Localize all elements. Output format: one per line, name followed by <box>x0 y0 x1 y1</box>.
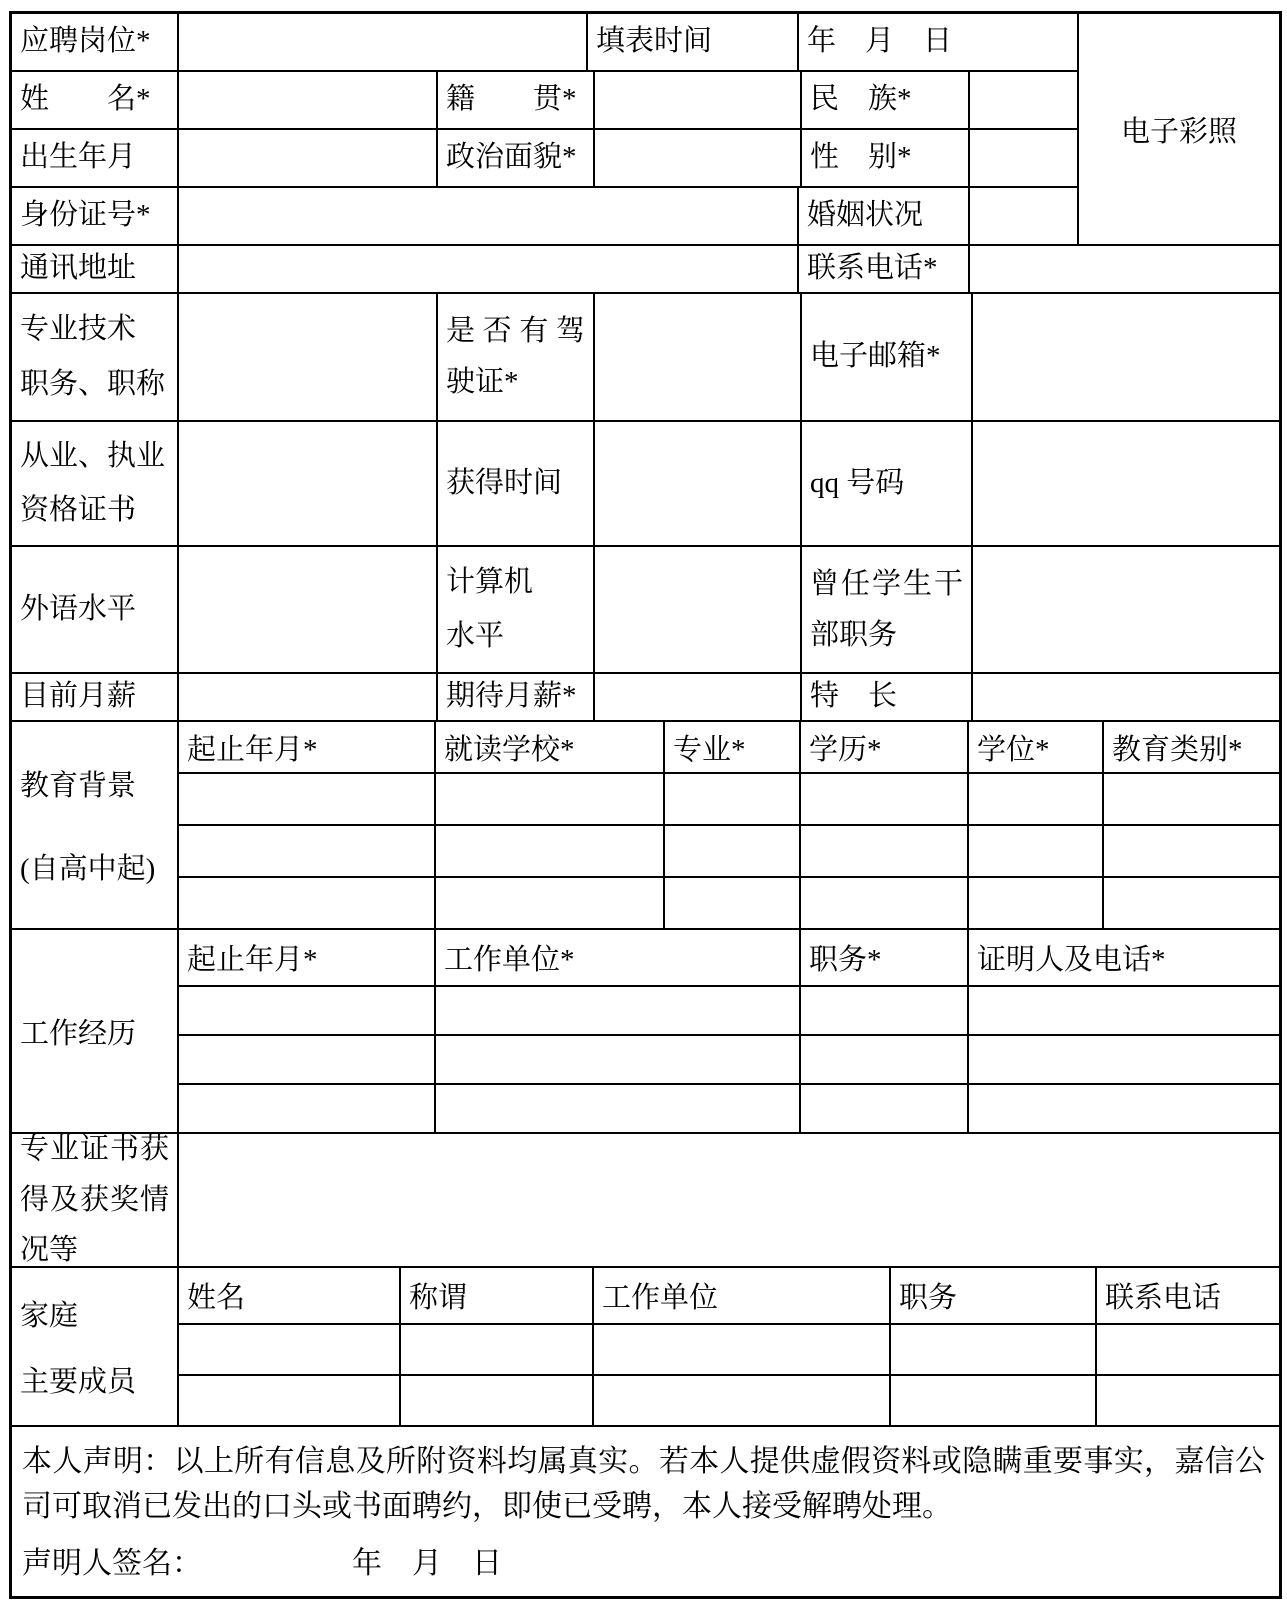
work-data-cell[interactable] <box>179 987 436 1036</box>
family-header-position: 职务 <box>891 1268 1097 1325</box>
work-data-cell[interactable] <box>801 1036 969 1085</box>
certificates-section <box>12 1134 1279 1268</box>
label-foreign-language: 外语水平 <box>12 547 179 674</box>
label-id-number: 身份证号* <box>12 188 179 246</box>
row-name <box>12 72 1079 130</box>
label-education-line1: 教育背景 <box>20 770 137 803</box>
field-address[interactable] <box>179 246 799 294</box>
work-header-position: 职务* <box>801 930 969 987</box>
row-address <box>12 246 1279 294</box>
family-data-cell[interactable] <box>401 1325 594 1376</box>
label-computer-level-line2: 水平 <box>446 620 505 653</box>
application-form-table <box>9 11 1282 1599</box>
label-gender: 性 别* <box>802 130 970 188</box>
field-professional-title[interactable] <box>179 294 438 422</box>
field-foreign-language[interactable] <box>179 547 438 674</box>
field-id-number[interactable] <box>179 188 799 246</box>
label-computer-level <box>438 547 595 674</box>
field-gender[interactable] <box>970 130 1079 188</box>
label-professional-title <box>12 294 179 422</box>
family-header-phone: 联系电话 <box>1097 1268 1279 1325</box>
label-marital-status: 婚姻状况 <box>799 188 970 246</box>
education-data-cell[interactable] <box>1104 878 1279 930</box>
field-expected-salary[interactable] <box>595 674 802 722</box>
work-data-cell[interactable] <box>179 1036 436 1085</box>
work-data-cell[interactable] <box>179 1085 436 1134</box>
field-native-place[interactable] <box>595 72 802 130</box>
label-qualification-line2: 资格证书 <box>20 493 137 526</box>
work-data-cell[interactable] <box>801 1085 969 1134</box>
label-work-experience <box>12 930 179 1134</box>
row-birth <box>12 130 1079 188</box>
work-header-employer: 工作单位* <box>436 930 801 987</box>
work-data-cell[interactable] <box>801 987 969 1036</box>
label-name: 姓 名* <box>12 72 179 130</box>
label-phone: 联系电话* <box>799 246 970 294</box>
label-student-leader-text: 曾任学生干部职务 <box>810 567 963 651</box>
education-data-cell[interactable] <box>801 826 969 878</box>
education-data-cell[interactable] <box>436 826 665 878</box>
family-data-cell[interactable] <box>179 1325 401 1376</box>
label-qq-number: qq 号码 <box>802 422 973 547</box>
family-data-cell[interactable] <box>179 1376 401 1427</box>
label-fill-date: 填表时间 <box>588 14 799 72</box>
label-qualification-certificate <box>12 422 179 547</box>
edu-header-school: 就读学校* <box>436 722 665 774</box>
row-language-computer <box>12 547 1279 674</box>
family-data-cell[interactable] <box>1097 1376 1279 1427</box>
education-data-cell[interactable] <box>969 878 1104 930</box>
label-signature: 声明人签名： <box>22 1547 202 1580</box>
label-certificates <box>12 1134 179 1268</box>
work-data-cell[interactable] <box>436 1085 801 1134</box>
work-experience-section <box>12 930 1279 1134</box>
label-student-leader <box>802 547 973 674</box>
education-data-cell[interactable] <box>801 774 969 826</box>
label-certificates-text: 专业证书获得及获奖情况等 <box>20 1132 169 1267</box>
family-data-cell[interactable] <box>891 1325 1097 1376</box>
education-grid <box>179 722 1279 930</box>
work-header-period: 起止年月* <box>179 930 436 987</box>
label-professional-title-line2: 职务、职称 <box>20 367 166 400</box>
education-data-cell[interactable] <box>1104 826 1279 878</box>
field-email[interactable] <box>973 294 1279 422</box>
label-native-place: 籍 贯* <box>438 72 595 130</box>
label-email: 电子邮箱* <box>802 294 973 422</box>
field-qualification-certificate[interactable] <box>179 422 438 547</box>
education-data-cell[interactable] <box>665 878 801 930</box>
family-data-cell[interactable] <box>401 1376 594 1427</box>
education-data-cell[interactable] <box>179 826 436 878</box>
label-education-background <box>12 722 179 930</box>
label-ethnicity: 民 族* <box>802 72 970 130</box>
label-drivers-license-text: 是否有驾驶证* <box>446 315 585 398</box>
label-work-experience-text: 工作经历 <box>20 1017 137 1050</box>
edu-header-period: 起止年月* <box>179 722 436 774</box>
field-phone[interactable] <box>970 246 1279 294</box>
work-data-cell[interactable] <box>436 1036 801 1085</box>
photo-placeholder[interactable]: 电子彩照 <box>1079 14 1279 246</box>
label-birth-date: 出生年月 <box>12 130 179 188</box>
label-family-line2: 主要成员 <box>20 1366 137 1398</box>
work-header-reference: 证明人及电话* <box>969 930 1279 987</box>
row-id-number <box>12 188 1079 246</box>
education-data-cell[interactable] <box>179 878 436 930</box>
field-student-leader[interactable] <box>973 547 1279 674</box>
row-qualification-certificate <box>12 422 1279 547</box>
field-marital-status[interactable] <box>970 188 1079 246</box>
label-position: 应聘岗位* <box>12 14 179 72</box>
family-data-cell[interactable] <box>891 1376 1097 1427</box>
personal-info-left <box>12 14 1079 246</box>
label-family-line1: 家庭 <box>20 1300 79 1332</box>
family-header-name: 姓名 <box>179 1268 401 1325</box>
field-political-status[interactable] <box>595 130 802 188</box>
label-family-members <box>12 1268 179 1427</box>
work-data-cell[interactable] <box>969 987 1279 1036</box>
label-obtain-time: 获得时间 <box>438 422 595 547</box>
education-data-cell[interactable] <box>969 774 1104 826</box>
field-certificates[interactable] <box>179 1134 1279 1268</box>
label-specialty: 特 长 <box>802 674 973 722</box>
personal-info-top-block <box>12 14 1279 246</box>
label-computer-level-line1: 计算机 <box>446 565 534 598</box>
field-birth-date[interactable] <box>179 130 438 188</box>
education-data-cell[interactable] <box>179 774 436 826</box>
edu-header-major: 专业* <box>665 722 801 774</box>
family-section <box>12 1268 1279 1427</box>
signature-line <box>22 1538 1265 1582</box>
field-ethnicity[interactable] <box>970 72 1079 130</box>
field-name[interactable] <box>179 72 438 130</box>
declaration-statement: 本人声明：以上所有信息及所附资料均属真实。若本人提供虚假资料或隐瞒重要事实，嘉信公司可取消已发出的口头或书面聘约，即使已受聘，本人接受解聘处理。 <box>22 1445 1265 1523</box>
label-current-salary: 目前月薪 <box>12 674 179 722</box>
education-data-cell[interactable] <box>436 878 665 930</box>
edu-header-education-type: 教育类别* <box>1104 722 1279 774</box>
education-data-cell[interactable] <box>969 826 1104 878</box>
education-data-cell[interactable] <box>665 826 801 878</box>
field-drivers-license[interactable] <box>595 294 802 422</box>
family-data-cell[interactable] <box>594 1376 891 1427</box>
edu-header-degree: 学位* <box>969 722 1104 774</box>
work-grid <box>179 930 1279 1134</box>
family-header-employer: 工作单位 <box>594 1268 891 1325</box>
label-drivers-license <box>438 294 595 422</box>
edu-header-degree-level: 学历* <box>801 722 969 774</box>
field-obtain-time[interactable] <box>595 422 802 547</box>
label-political-status: 政治面貌* <box>438 130 595 188</box>
label-professional-title-line1: 专业技术 <box>20 312 137 345</box>
field-specialty[interactable] <box>973 674 1279 722</box>
row-professional-title <box>12 294 1279 422</box>
row-salary <box>12 674 1279 722</box>
education-section <box>12 722 1279 930</box>
label-education-line2: (自高中起) <box>20 852 156 885</box>
work-data-cell[interactable] <box>969 1036 1279 1085</box>
family-data-cell[interactable] <box>594 1325 891 1376</box>
declaration-block <box>12 1427 1279 1596</box>
field-position[interactable] <box>179 14 588 72</box>
field-qq-number[interactable] <box>973 422 1279 547</box>
label-qualification-line1: 从业、执业 <box>20 439 166 472</box>
family-grid <box>179 1268 1279 1427</box>
field-fill-date[interactable]: 年 月 日 <box>799 14 1079 72</box>
label-expected-salary: 期待月薪* <box>438 674 595 722</box>
work-data-cell[interactable] <box>969 1085 1279 1134</box>
signature-date[interactable]: 年 月 日 <box>352 1547 502 1580</box>
field-computer-level[interactable] <box>595 547 802 674</box>
row-position <box>12 14 1079 72</box>
family-data-cell[interactable] <box>1097 1325 1279 1376</box>
education-data-cell[interactable] <box>1104 774 1279 826</box>
family-header-relation: 称谓 <box>401 1268 594 1325</box>
label-address: 通讯地址 <box>12 246 179 294</box>
work-data-cell[interactable] <box>436 987 801 1036</box>
education-data-cell[interactable] <box>665 774 801 826</box>
education-data-cell[interactable] <box>801 878 969 930</box>
field-current-salary[interactable] <box>179 674 438 722</box>
education-data-cell[interactable] <box>436 774 665 826</box>
